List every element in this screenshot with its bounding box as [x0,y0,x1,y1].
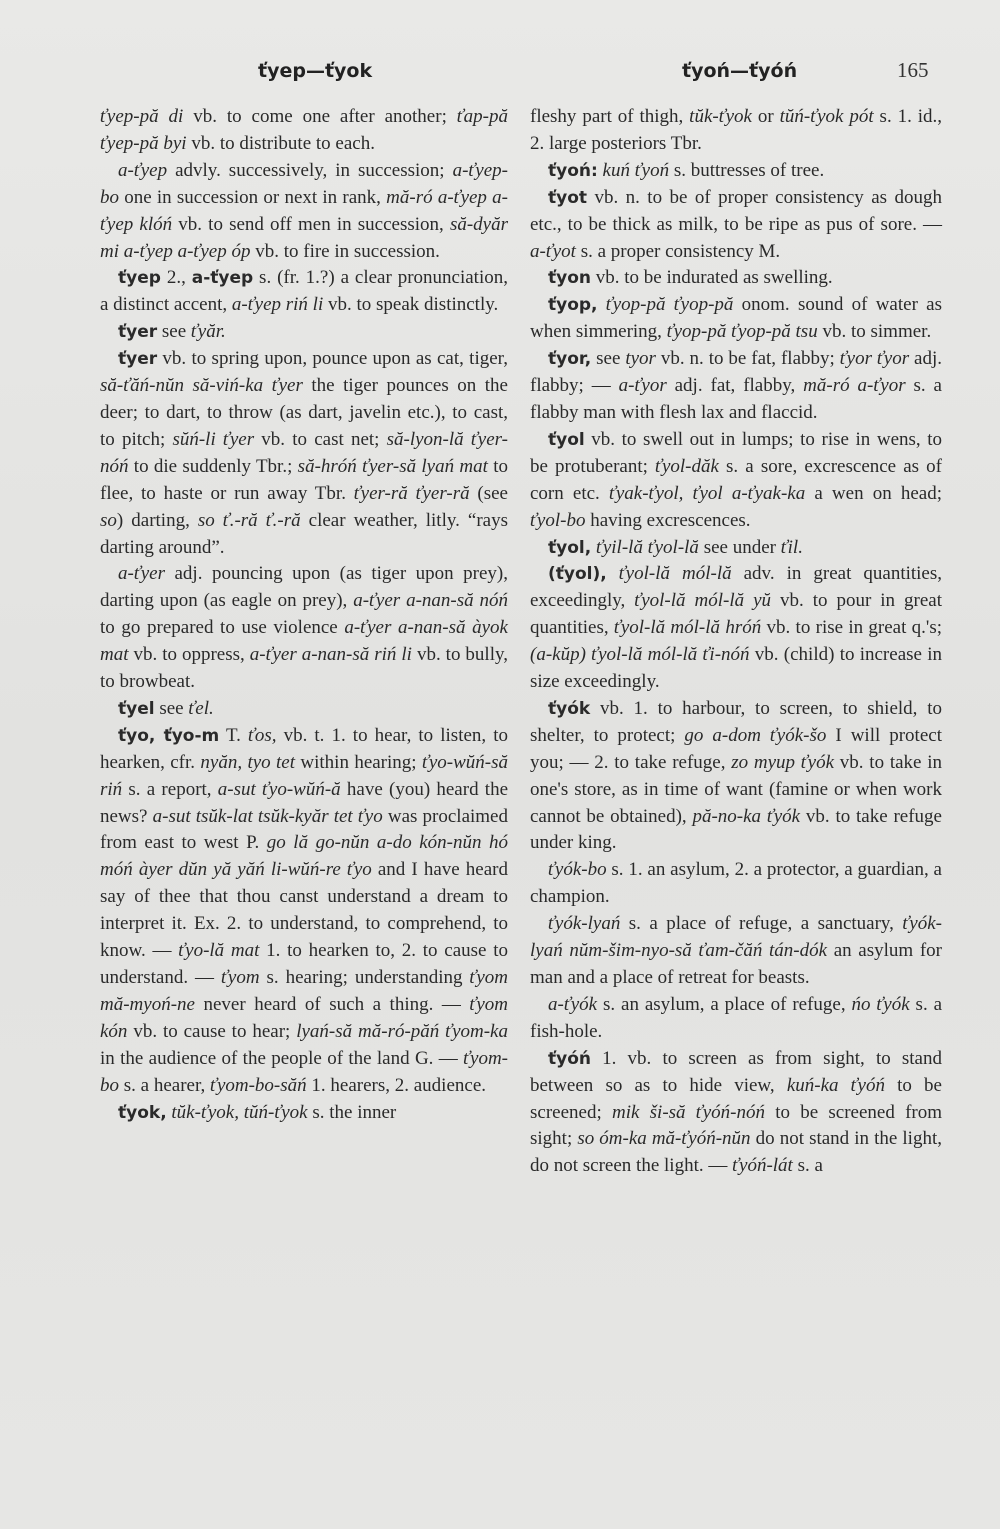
entry-italic-text: să-hróń ťyer-să lyań mat [297,455,488,477]
entry-text: or [752,106,780,127]
entry-italic-text: a-ťyep [118,159,168,181]
entry-text: fleshy part of thigh, [530,106,690,127]
entry-text: 1. vb. to screen as from sight, to stand between so as to hide view, [530,1047,942,1096]
entry-headword: ťyon [548,268,591,289]
entry-italic-text: ťyom kón [100,993,508,1042]
dictionary-entry [100,319,508,346]
entry-headword: ťyor, [548,349,592,370]
entry-italic-text: a-ťyer a-nan-să riń li [249,644,412,666]
entry-text: in the audience of the people of the land G. — [100,1047,464,1069]
entry-text: I will protect you; — 2. to take refuge, [530,724,942,773]
entry-text: s. a place of refuge, a sanctuary, [620,913,903,935]
entry-text: T. [219,724,248,746]
entry-text: vb. to distribute to each. [186,132,375,154]
entry-text: (see [469,482,508,504]
entry-headword: ťyop, [548,295,598,316]
entry-italic-text: ťel. [188,697,214,719]
entry-text: see [154,697,189,719]
entry-italic-text: să-ťăń-nŭn să-viń-ka ťyer [100,375,303,397]
dictionary-entry [530,104,942,158]
entry-italic-text: kuń-ka ťyóń [786,1074,885,1096]
entry-headword: ťyer [118,349,158,370]
entry-headword: ťyóń [548,1048,591,1069]
entry-text: having excrescences. [585,509,751,531]
left-column [100,104,508,1126]
entry-text: s. a proper consistency M. [575,240,781,262]
entry-text: adv. in great quantities, exceedingly, [530,563,943,612]
entry-text: vb. n. to be of proper consistency as dough etc., to be thick as milk, to be ripe as pus of sore. — [530,186,942,235]
entry-text: and I have heard say of thee that thou canst understand a dream to interpret it. Ex. 2. to understand, to comprehend, to know. — [100,859,508,962]
entry-italic-text: ťyol-lă mól-lă [618,563,732,585]
entry-italic-text: a-ťyep riń li [231,294,324,316]
dictionary-entry [100,104,508,158]
dictionary-entry [100,158,508,266]
entry-text: adj. flabby; — [530,348,943,397]
entry-italic-text: să-lyon-lă ťyer-nóń [100,428,508,477]
entry-italic-text: (a-kŭp) ťyol-lă mól-lă ťi-nóń [530,644,750,666]
entry-italic-text: ťyol-lă mól-lă hróń [613,617,762,639]
entry-text: was proclaimed from east to west P. [100,805,508,854]
dictionary-entry [100,265,508,319]
entry-italic-text: ťyol-dăk [655,455,719,477]
entry-text: see [591,348,626,370]
entry-text: s. a hearer, [119,1074,211,1096]
entry-italic-text: a-ťyók [548,993,598,1015]
dictionary-entry [530,346,942,427]
entry-italic-text: lyań-să mă-ró-păń ťyom-ka [296,1020,508,1042]
entry-text: adj. fat, flabby, [666,375,804,397]
entry-text: vb. to oppress, [128,644,250,666]
entry-italic-text: nyăn, tyo tet [200,751,296,773]
entry-italic-text: ťyo-wŭń-să riń [100,751,509,800]
dictionary-entry [530,561,942,696]
entry-italic-text: ťil. [780,536,803,558]
entry-text: see [157,321,191,343]
entry-italic-text: ťyo-lă mat [178,940,260,962]
entry-italic-text: ťyep-pă di [100,106,184,127]
entry-italic-text: a-ťyor [618,375,667,397]
entry-text: vb. to speak distinctly. [323,294,499,316]
entry-text: within hearing; [295,751,422,773]
entry-headword: ťyep [118,268,161,289]
entry-headword: ťyel [118,698,155,719]
entry-italic-text: tyor [625,348,656,370]
right-column [530,104,942,1180]
entry-italic-text: ťyom [221,967,260,988]
entry-text: s. 1. an asylum, 2. a protector, a guardian, a champion. [530,859,942,908]
entry-text: vb. to cause to hear; [127,1020,297,1042]
entry-text: vb. to swell out in lumps; to rise in wens, to be protuberant; [530,428,942,477]
entry-text: s. 1. id., 2. large posteriors Tbr. [530,106,943,154]
entry-text: s. an asylum, a place of refuge, [597,993,852,1015]
entry-italic-text: ťyók-lyań nŭm-šim-nyo-să ťam-čăń tán-dók [530,913,942,962]
entry-italic-text: zo myup ťyók [731,751,835,773]
entry-text: to die suddenly Tbr.; [128,455,298,477]
entry-text: 2., [160,267,192,289]
entry-italic-text: a-sut ťyo-wŭń-ă [217,778,341,800]
entry-text: the tiger pounces on the deer; to dart, to throw (as dart, javelin etc.), to cast, to pitch; [100,375,508,450]
entry-text: vb. t. 1. to hear, to listen, to hearken, cfr. [100,724,508,773]
entry-italic-text: tŭń-ťyok pót [779,106,874,127]
entry-text: ) darting, [116,509,198,531]
entry-italic-text: ťyil-lă ťyol-lă [595,536,699,558]
entry-headword: (ťyol), [548,564,607,585]
entry-italic-text: ťyer-ră ťyer-ră [353,482,470,504]
entry-text: to flee, to haste or run away Tbr. [100,455,509,504]
entry-text: vb. to take refuge under king. [530,805,942,854]
entry-italic-text: ťyom mă-myoń-ne [100,967,508,1015]
entry-italic-text: go a-dom ťyók-šo [684,724,827,746]
entry-italic-text: ťyak-ťyol, ťyol a-ťyak-ka [608,482,806,504]
entry-italic-text: a-ťyer a-nan-să àyok mat [100,617,508,666]
entry-text: s. a report, [122,778,218,800]
entry-text: vb. n. to be fat, flabby; [655,348,840,370]
entry-italic-text: ťyol-lă mól-lă yŭ [634,590,771,612]
dictionary-entry [100,561,508,696]
entry-text [598,294,606,315]
entry-text: to go prepared to use violence [100,617,345,639]
entry-text: have (you) heard the news? [100,778,509,827]
entry-text: s. a [792,1155,823,1177]
entry-headword: ťyo, ťyo-m [118,725,220,746]
entry-italic-text: ťyók-bo [548,859,607,881]
entry-text: s. the inner [307,1101,397,1123]
entry-text: to be screened from sight; [530,1101,943,1150]
dictionary-entry [530,292,942,346]
entry-text: vb. to pour in great quantities, [530,590,942,639]
entry-italic-text: ťyók-lyań [548,913,621,935]
entry-headword: ťyók [548,698,591,719]
dictionary-entry [100,1100,508,1127]
entry-italic-text: ťyóń-lát [732,1155,793,1177]
entry-text: vb. to fire in succession. [250,240,440,262]
entry-text: s. a sore, excrescence as of corn etc. [530,455,943,504]
entry-text: s. (fr. 1.?) a clear pronunciation, a distinct accent, [100,267,508,316]
entry-text: s. hearing; understanding [259,967,470,988]
entry-italic-text: tŭk-ťyok [689,106,752,127]
entry-text: to be screened; [530,1074,942,1123]
entry-text: an asylum for man and a place of retreat for beasts. [530,940,942,988]
entry-italic-text: a-ťyer a-nan-să nóń [353,590,508,612]
dictionary-entry [530,158,942,185]
entry-headword: a-ťyep [191,268,254,289]
dictionary-entry [530,1046,942,1181]
entry-headword: ťyok, [118,1102,167,1123]
entry-italic-text: ťap-pă ťyep-pă byi [100,106,508,154]
entry-italic-text: ťyop-pă ťyop-pă [605,294,734,316]
entry-text: a wen on head; [805,482,943,504]
dictionary-entry [530,427,942,535]
dictionary-entry [530,265,942,292]
entry-italic-text: sŭń-li ťyer [172,428,255,450]
entry-italic-text: ńo ťyók [851,993,910,1015]
right-running-head: ťyoń—ťyóń [682,60,798,82]
entry-text: adj. pouncing upon (as tiger upon prey), darting upon (as eagle on prey), [100,563,508,612]
entry-italic-text: pă-no-ka ťyók [692,805,801,827]
entry-text: s. a flabby man with flesh lax and flaccid. [530,375,942,423]
dictionary-entry [530,992,942,1046]
entry-text: vb. to simmer. [817,321,932,343]
entry-text: vb. to bully, to browbeat. [100,644,509,693]
dictionary-entry [100,346,508,561]
dictionary-entry [530,696,942,857]
entry-italic-text: ťyop-pă ťyop-pă tsu [666,321,818,343]
entry-italic-text: so [100,509,117,531]
entry-headword: ťyol, [548,537,592,558]
entry-text: vb. 1. to harbour, to screen, to shield, to shelter, to protect; [530,697,942,746]
entry-text: one in succession or next in rank, [119,186,387,208]
entry-italic-text: ťyom-bo [100,1047,508,1096]
entry-italic-text: a-ťyep-bo [100,159,508,208]
entry-italic-text: mă-ró a-ťyep a-ťyep klóń [100,186,508,235]
entry-italic-text: a-sut tsŭk-lat tsŭk-kyăr tet ťyo [152,805,383,827]
entry-italic-text: a-ťyot [530,240,576,262]
entry-italic-text: kuń ťyoń [602,159,670,181]
entry-text: never heard of such a thing. — [194,993,470,1015]
entry-headword: ťyol [548,429,585,450]
entry-text: vb. to send off men in succession, [172,213,450,235]
entry-text: s. a fish-hole. [530,993,943,1042]
entry-text: vb. to come one after another; [183,106,457,127]
entry-text [607,563,619,584]
entry-italic-text: ťos, [247,724,277,746]
entry-italic-text: ťyor ťyor [839,348,910,370]
dictionary-entry [100,723,508,1100]
entry-text: clear weather, litly. “rays darting around”. [100,509,508,558]
entry-headword: ťyoń: [548,160,598,181]
entry-text: vb. to rise in great q.'s; [761,617,943,639]
entry-text: advly. successively, in succession; [167,159,453,181]
entry-italic-text: a-ťyer [118,563,165,585]
entry-text: see under [698,536,781,558]
page-number: 165 [897,58,929,82]
entry-text: vb. to take in one's store, as in time of want (famine or when work cannot be obtained), [530,751,942,827]
entry-italic-text: so ť.-ră ť.-ră [197,509,301,531]
dictionary-entry [530,535,942,562]
entry-text: vb. (child) to increase in size exceedingly. [530,644,942,693]
entry-italic-text: mă-ró a-ťyor [803,375,906,397]
entry-text: 1. hearers, 2. audience. [306,1074,487,1096]
entry-text: do not stand in the light, do not screen the light. — [530,1128,942,1177]
entry-text: vb. to be indurated as swelling. [591,267,833,289]
dictionary-entry [100,696,508,723]
entry-text: 1. to hearken to, 2. to cause to understand. — [100,940,509,988]
entry-headword: ťyer [118,322,158,343]
entry-text: s. buttresses of tree. [669,159,825,181]
dictionary-entry [530,185,942,266]
entry-italic-text: mik ši-să ťyóń-nóń [611,1101,765,1123]
dictionary-entry [530,857,942,911]
entry-text: onom. sound of water as when simmering, [530,294,942,343]
entry-italic-text: so óm-ka mă-ťyóń-nŭn [577,1128,751,1150]
entry-italic-text: go lă go-nŭn a-do kón-nŭn hó móń àyer dŭn yă yăń li-wŭń-re ťyo [100,832,508,881]
entry-text: vb. to cast net; [254,428,387,450]
entry-italic-text: tŭk-ťyok, tŭń-ťyok [171,1101,308,1123]
entry-text: vb. to spring upon, pounce upon as cat, tiger, [157,348,508,370]
entry-italic-text: să-dyăr mi a-ťyep a-ťyep óp [100,213,508,262]
entry-italic-text: ťyăr. [190,321,226,343]
dictionary-entry [530,911,942,992]
entry-headword: ťyot [548,187,588,208]
entry-italic-text: ťyom-bo-săń [210,1074,307,1096]
entry-italic-text: ťyol-bo [530,509,586,531]
left-running-head: ťyep—ťyok [258,60,373,82]
